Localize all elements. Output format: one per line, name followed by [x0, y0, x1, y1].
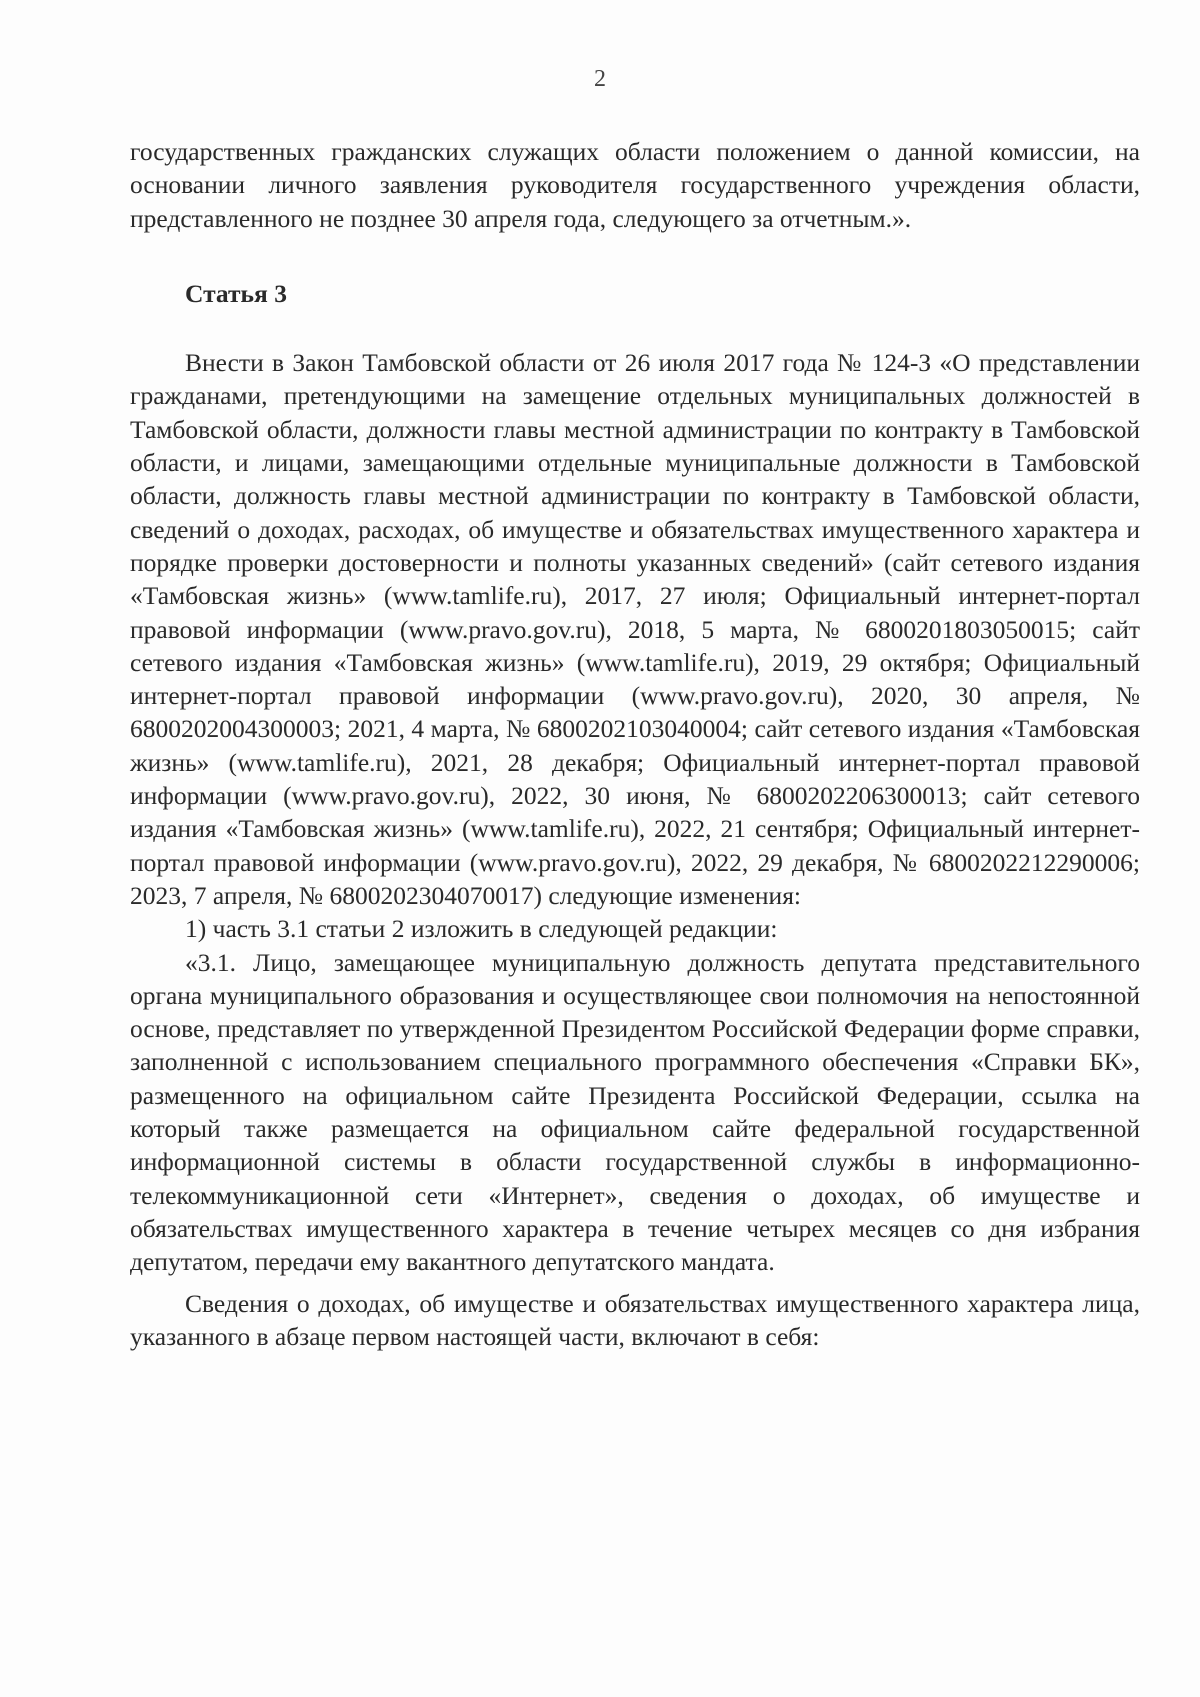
continuation-paragraph: государственных гражданских служащих области положением о данной комиссии, на основании личного заявления руководителя государственного учреждения области, представленного не позднее 30 апреля года, следующего за отчетным.».	[130, 137, 1140, 233]
document-body	[130, 135, 1140, 1353]
page-number: 2	[594, 66, 606, 92]
quoted-part-3-1: «3.1. Лицо, замещающее муниципальную должность депутата представительного органа муниципального образования и осуществляющее свои полномочия на непостоянной основе, представляет по утвержденной Президентом Российской Федерации форме справки, заполненной с использованием специального программного обеспечения «Справки БК», размещенного на официальном сайте Президента Российской Федерации, ссылка на который также размещается на официальном сайте федеральной государственной информационной системы в области государственной службы в информационно-телекоммуникационной сети «Интернет», сведения о доходах, об имуществе и обязательствах имущественного характера в течение четырех месяцев со дня избрания депутатом, передачи ему вакантного депутатского мандата.	[130, 947, 1140, 1277]
amendment-item-1: 1) часть 3.1 статьи 2 изложить в следующей редакции:	[185, 914, 778, 944]
article-heading: Статья 3	[185, 278, 287, 308]
closing-paragraph: Сведения о доходах, об имуществе и обязательствах имущественного характера лица, указанного в абзаце первом настоящей части, включают в себя:	[130, 1288, 1140, 1351]
article-body-paragraph: Внести в Закон Тамбовской области от 26 июля 2017 года № 124-З «О представлении гражданами, претендующими на замещение отдельных муниципальных должностей в Тамбовской области, должности главы местной администрации по контракту в Тамбовской области, и лицами, замещающими отдельные муниципальные должности в Тамбовской области, должность главы местной администрации по контракту в Тамбовской области, сведений о доходах, расходах, об имуществе и обязательствах имущественного характера и порядке проверки достоверности и полноты указанных сведений» (сайт сетевого издания «Тамбовская жизнь» (www.tamlife.ru), 2017, 27 июля; Официальный интернет-портал правовой информации (www.pravo.gov.ru), 2018, 5 марта, № 6800201803050015; сайт сетевого издания «Тамбовская жизнь» (www.tamlife.ru), 2019, 29 октября; Официальный интернет-портал правовой информации (www.pravo.gov.ru), 2020, 30 апреля, № 6800202004300003; 2021, 4 марта, № 6800202103040004; сайт сетевого издания «Тамбовская жизнь» (www.tamlife.ru), 2021, 28 декабря; Официальный интернет-портал правовой информации (www.pravo.gov.ru), 2022, 30 июня, № 6800202206300013; сайт сетевого издания «Тамбовская жизнь» (www.tamlife.ru), 2022, 21 сентября; Официальный интернет-портал правовой информации (www.pravo.gov.ru), 2022, 29 декабря, № 6800202212290006; 2023, 7 апреля, № 6800202304070017) следующие изменения:	[130, 348, 1140, 910]
